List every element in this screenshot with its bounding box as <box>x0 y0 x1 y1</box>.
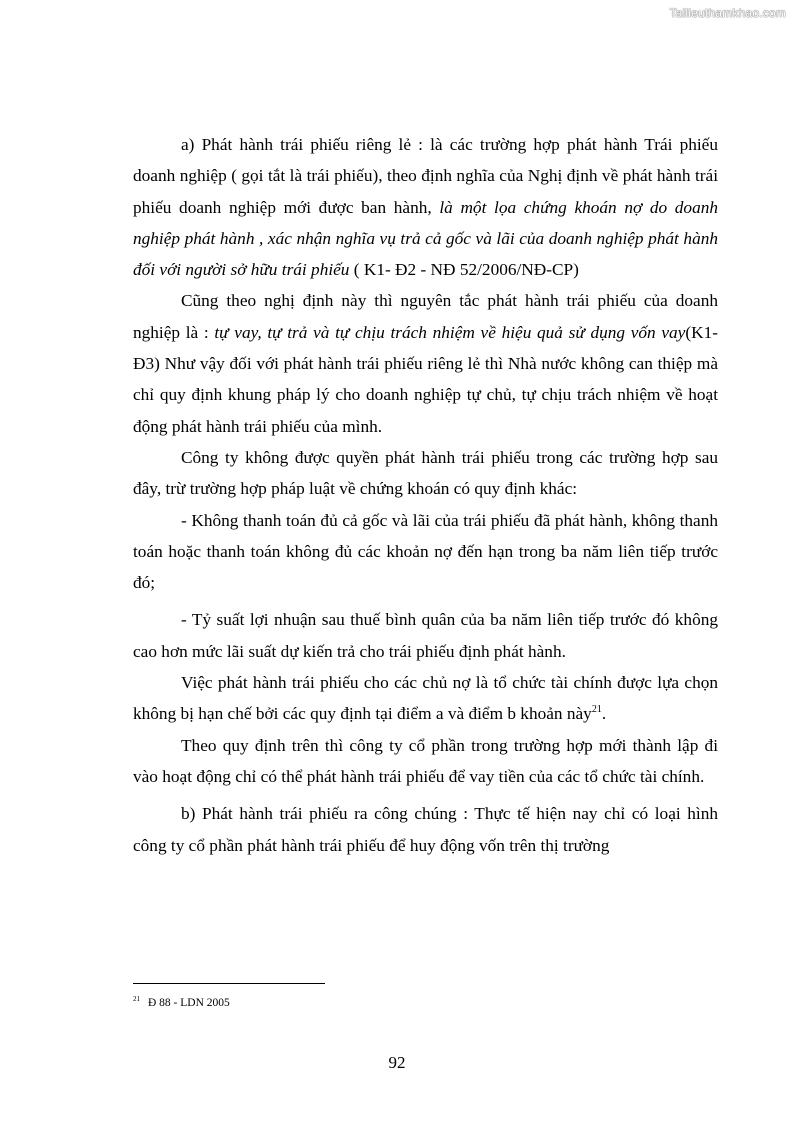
paragraph-principle-rest: (K1-Đ3) Như vậy đối với phát hành trái phiếu riêng lẻ thì Nhà nước không can thiệp mà chỉ quy định khung pháp lý cho doanh nghiệp tự chủ, tự chịu trách nhiệm về hoạt động phát hành trái phiếu của mình. <box>133 322 718 436</box>
paragraph-exception-text: Việc phát hành trái phiếu cho các chủ nợ là tổ chức tài chính được lựa chọn không bị hạn chế bởi các quy định tại điểm a và điểm b khoản này <box>133 673 718 724</box>
footnote <box>133 992 230 1010</box>
paragraph-exception <box>133 667 718 730</box>
paragraph-exception-end: . <box>601 704 607 724</box>
principle-quote: tự vay, tự trả và tự chịu trách nhiệm về hiệu quả sử dụng vốn vay <box>214 322 686 342</box>
paragraph-principle-text: Cũng theo nghị định này thì nguyên tắc phát hành trái phiếu của doanh nghiệp là : <box>133 291 718 342</box>
restriction-item-2: - Tỷ suất lợi nhuận sau thuế bình quân của ba năm liên tiếp trước đó không cao hơn mức lãi suất dự kiến trả cho trái phiếu định phát hành. <box>133 610 718 661</box>
watermark: Tailieuthamkhao.com <box>669 6 786 20</box>
restriction-item-1: - Không thanh toán đủ cả gốc và lãi của trái phiếu đã phát hành, không thanh toán hoặc thanh toán không đủ các khoản nợ đến hạn trong ba năm liên tiếp trước đó; <box>133 510 718 593</box>
paragraph-a-citation: ( K1- Đ2 - NĐ 52/2006/NĐ-CP) <box>349 260 579 280</box>
paragraph-a <box>133 129 718 285</box>
paragraph-restrictions: Công ty không được quyền phát hành trái phiếu trong các trường hợp sau đây, trừ trường hợp pháp luật về chứng khoán có quy định khác: <box>133 447 718 499</box>
footnote-divider <box>133 983 325 984</box>
paragraph-conclusion: Theo quy định trên thì công ty cổ phần trong trường hợp mới thành lập đi vào hoạt động chỉ có thể phát hành trái phiếu để vay tiền của các tổ chức tài chính. <box>133 735 718 786</box>
paragraph-principle <box>133 285 718 441</box>
paragraph-a-text: a) Phát hành trái phiếu riêng lẻ : là các trường hợp phát hành Trái phiếu doanh nghiệp ( gọi tắt là trái phiếu), theo định nghĩa của Nghị định về phát hành trái phiếu doanh nghiệp mới được ban hành, <box>133 135 718 217</box>
footnote-marker: 21 <box>133 995 140 1003</box>
footnote-reference: 21 <box>591 704 602 716</box>
paragraph-b: b) Phát hành trái phiếu ra công chúng : Thực tế hiện nay chỉ có loại hình công ty cổ phần phát hành trái phiếu để huy động vốn trên thị trường <box>133 804 718 855</box>
footnote-text: Đ 88 - LDN 2005 <box>148 996 230 1009</box>
bond-definition: là một lọa chứng khoán nợ do doanh nghiệp phát hành , xác nhận nghĩa vụ trả cả gốc và lãi của doanh nghiệp phát hành đối với người sở hữu trái phiếu <box>133 197 718 280</box>
page-number: 92 <box>388 1053 406 1072</box>
body-text <box>133 129 718 861</box>
